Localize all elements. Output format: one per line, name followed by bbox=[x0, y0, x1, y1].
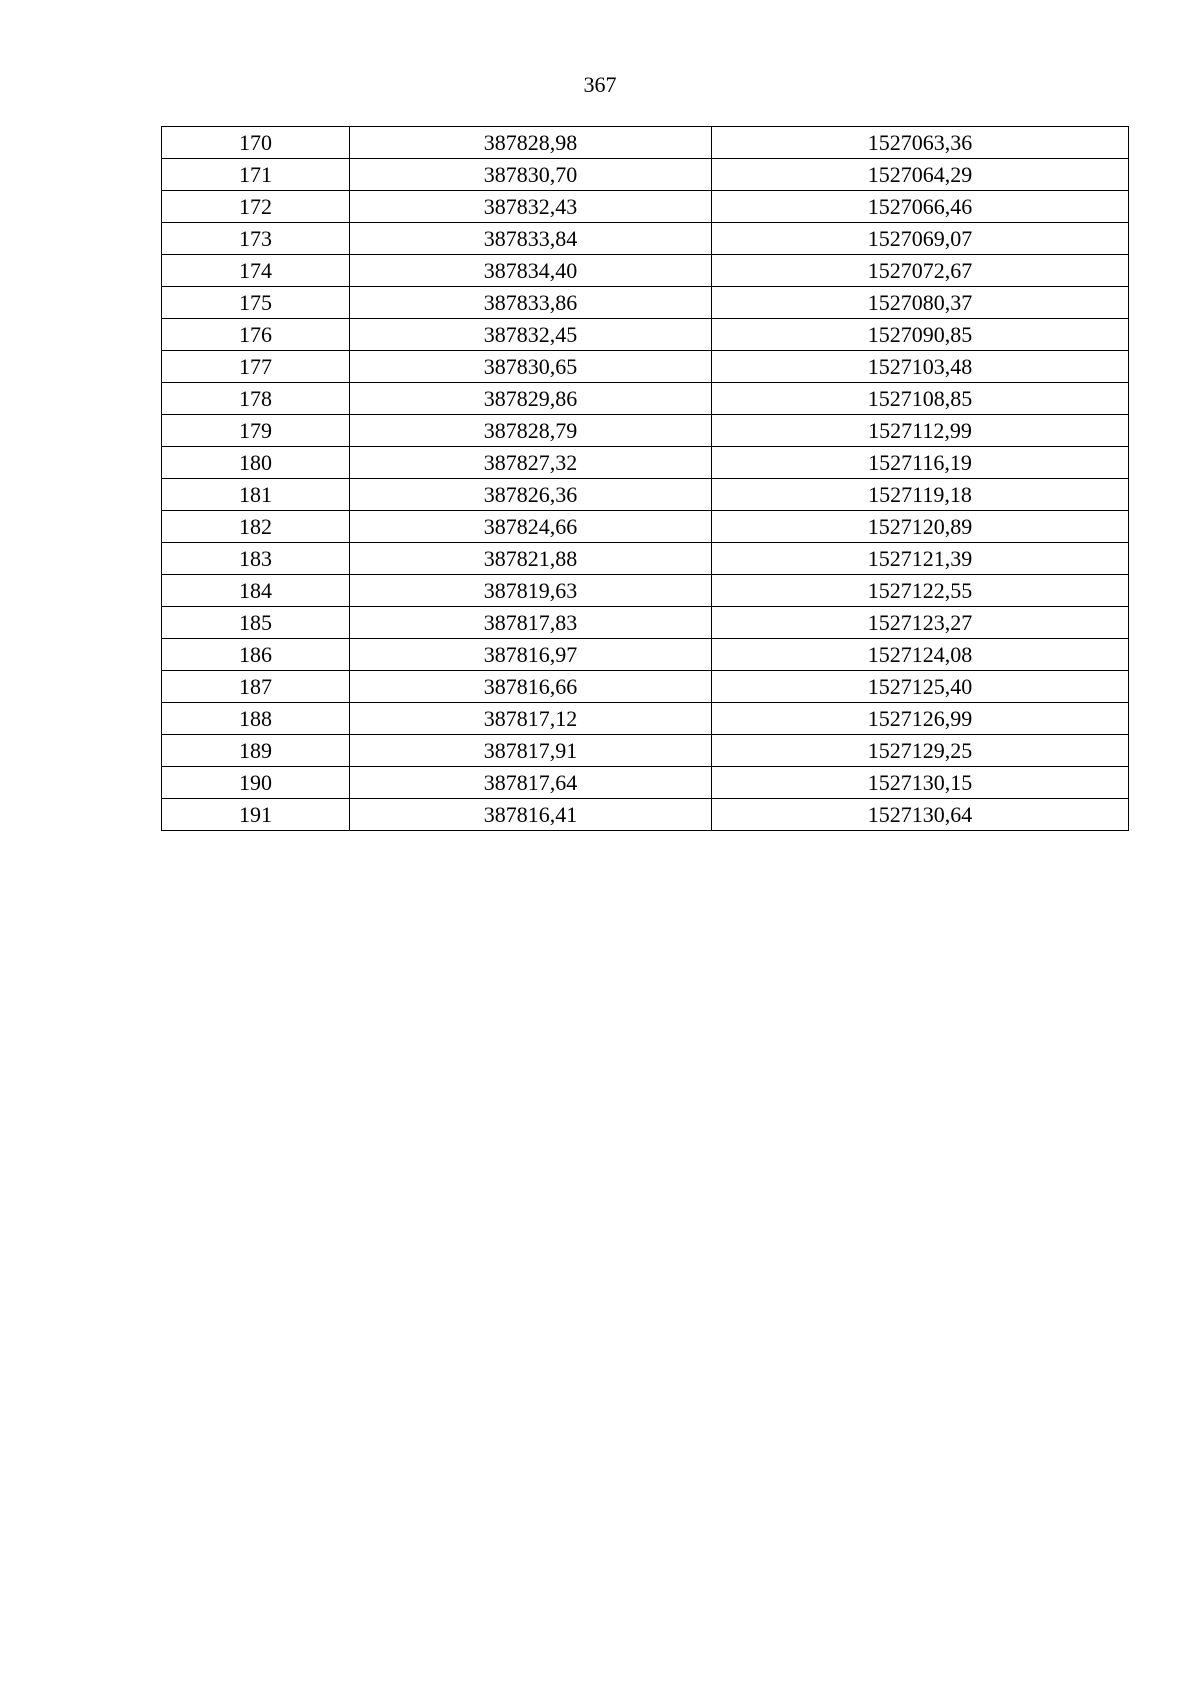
table-row bbox=[162, 799, 1129, 831]
y-coordinate-cell: 1527120,89 bbox=[712, 511, 1129, 543]
point-number-cell: 172 bbox=[162, 191, 350, 223]
x-coordinate-cell: 387817,12 bbox=[350, 703, 712, 735]
x-coordinate-cell: 387819,63 bbox=[350, 575, 712, 607]
x-coordinate-cell: 387816,97 bbox=[350, 639, 712, 671]
point-number-cell: 177 bbox=[162, 351, 350, 383]
y-coordinate-cell: 1527112,99 bbox=[712, 415, 1129, 447]
x-coordinate-cell: 387817,83 bbox=[350, 607, 712, 639]
y-coordinate-cell: 1527090,85 bbox=[712, 319, 1129, 351]
table-row bbox=[162, 159, 1129, 191]
x-coordinate-cell: 387834,40 bbox=[350, 255, 712, 287]
x-coordinate-cell: 387830,65 bbox=[350, 351, 712, 383]
table-row bbox=[162, 319, 1129, 351]
table-row bbox=[162, 255, 1129, 287]
point-number-cell: 189 bbox=[162, 735, 350, 767]
x-coordinate-cell: 387817,64 bbox=[350, 767, 712, 799]
point-number-cell: 186 bbox=[162, 639, 350, 671]
table-row bbox=[162, 447, 1129, 479]
y-coordinate-cell: 1527069,07 bbox=[712, 223, 1129, 255]
y-coordinate-cell: 1527122,55 bbox=[712, 575, 1129, 607]
x-coordinate-cell: 387827,32 bbox=[350, 447, 712, 479]
table-row bbox=[162, 415, 1129, 447]
x-coordinate-cell: 387817,91 bbox=[350, 735, 712, 767]
x-coordinate-cell: 387833,84 bbox=[350, 223, 712, 255]
y-coordinate-cell: 1527121,39 bbox=[712, 543, 1129, 575]
table-row bbox=[162, 735, 1129, 767]
point-number-cell: 185 bbox=[162, 607, 350, 639]
x-coordinate-cell: 387830,70 bbox=[350, 159, 712, 191]
y-coordinate-cell: 1527080,37 bbox=[712, 287, 1129, 319]
x-coordinate-cell: 387832,43 bbox=[350, 191, 712, 223]
x-coordinate-cell: 387816,66 bbox=[350, 671, 712, 703]
point-number-cell: 184 bbox=[162, 575, 350, 607]
y-coordinate-cell: 1527129,25 bbox=[712, 735, 1129, 767]
y-coordinate-cell: 1527119,18 bbox=[712, 479, 1129, 511]
table-row bbox=[162, 191, 1129, 223]
point-number-cell: 173 bbox=[162, 223, 350, 255]
point-number-cell: 180 bbox=[162, 447, 350, 479]
y-coordinate-cell: 1527125,40 bbox=[712, 671, 1129, 703]
point-number-cell: 188 bbox=[162, 703, 350, 735]
y-coordinate-cell: 1527126,99 bbox=[712, 703, 1129, 735]
table-row bbox=[162, 287, 1129, 319]
x-coordinate-cell: 387816,41 bbox=[350, 799, 712, 831]
table-row bbox=[162, 511, 1129, 543]
y-coordinate-cell: 1527116,19 bbox=[712, 447, 1129, 479]
point-number-cell: 182 bbox=[162, 511, 350, 543]
x-coordinate-cell: 387828,98 bbox=[350, 127, 712, 159]
x-coordinate-cell: 387826,36 bbox=[350, 479, 712, 511]
y-coordinate-cell: 1527066,46 bbox=[712, 191, 1129, 223]
point-number-cell: 175 bbox=[162, 287, 350, 319]
point-number-cell: 174 bbox=[162, 255, 350, 287]
table-row bbox=[162, 127, 1129, 159]
page-number: 367 bbox=[583, 72, 617, 97]
point-number-cell: 190 bbox=[162, 767, 350, 799]
y-coordinate-cell: 1527124,08 bbox=[712, 639, 1129, 671]
table-row bbox=[162, 383, 1129, 415]
y-coordinate-cell: 1527064,29 bbox=[712, 159, 1129, 191]
x-coordinate-cell: 387833,86 bbox=[350, 287, 712, 319]
coordinates-table bbox=[161, 126, 1129, 831]
table-row bbox=[162, 703, 1129, 735]
point-number-cell: 187 bbox=[162, 671, 350, 703]
y-coordinate-cell: 1527072,67 bbox=[712, 255, 1129, 287]
x-coordinate-cell: 387828,79 bbox=[350, 415, 712, 447]
y-coordinate-cell: 1527130,64 bbox=[712, 799, 1129, 831]
point-number-cell: 191 bbox=[162, 799, 350, 831]
point-number-cell: 179 bbox=[162, 415, 350, 447]
y-coordinate-cell: 1527063,36 bbox=[712, 127, 1129, 159]
table-row bbox=[162, 479, 1129, 511]
table-row bbox=[162, 607, 1129, 639]
table-row bbox=[162, 223, 1129, 255]
x-coordinate-cell: 387829,86 bbox=[350, 383, 712, 415]
point-number-cell: 171 bbox=[162, 159, 350, 191]
table-row bbox=[162, 575, 1129, 607]
x-coordinate-cell: 387832,45 bbox=[350, 319, 712, 351]
y-coordinate-cell: 1527103,48 bbox=[712, 351, 1129, 383]
table-row bbox=[162, 671, 1129, 703]
x-coordinate-cell: 387821,88 bbox=[350, 543, 712, 575]
point-number-cell: 170 bbox=[162, 127, 350, 159]
table-row bbox=[162, 351, 1129, 383]
table-row bbox=[162, 543, 1129, 575]
point-number-cell: 183 bbox=[162, 543, 350, 575]
point-number-cell: 181 bbox=[162, 479, 350, 511]
y-coordinate-cell: 1527130,15 bbox=[712, 767, 1129, 799]
point-number-cell: 176 bbox=[162, 319, 350, 351]
x-coordinate-cell: 387824,66 bbox=[350, 511, 712, 543]
table-row bbox=[162, 767, 1129, 799]
y-coordinate-cell: 1527123,27 bbox=[712, 607, 1129, 639]
y-coordinate-cell: 1527108,85 bbox=[712, 383, 1129, 415]
table-row bbox=[162, 639, 1129, 671]
coordinates-table-body bbox=[162, 127, 1129, 831]
point-number-cell: 178 bbox=[162, 383, 350, 415]
